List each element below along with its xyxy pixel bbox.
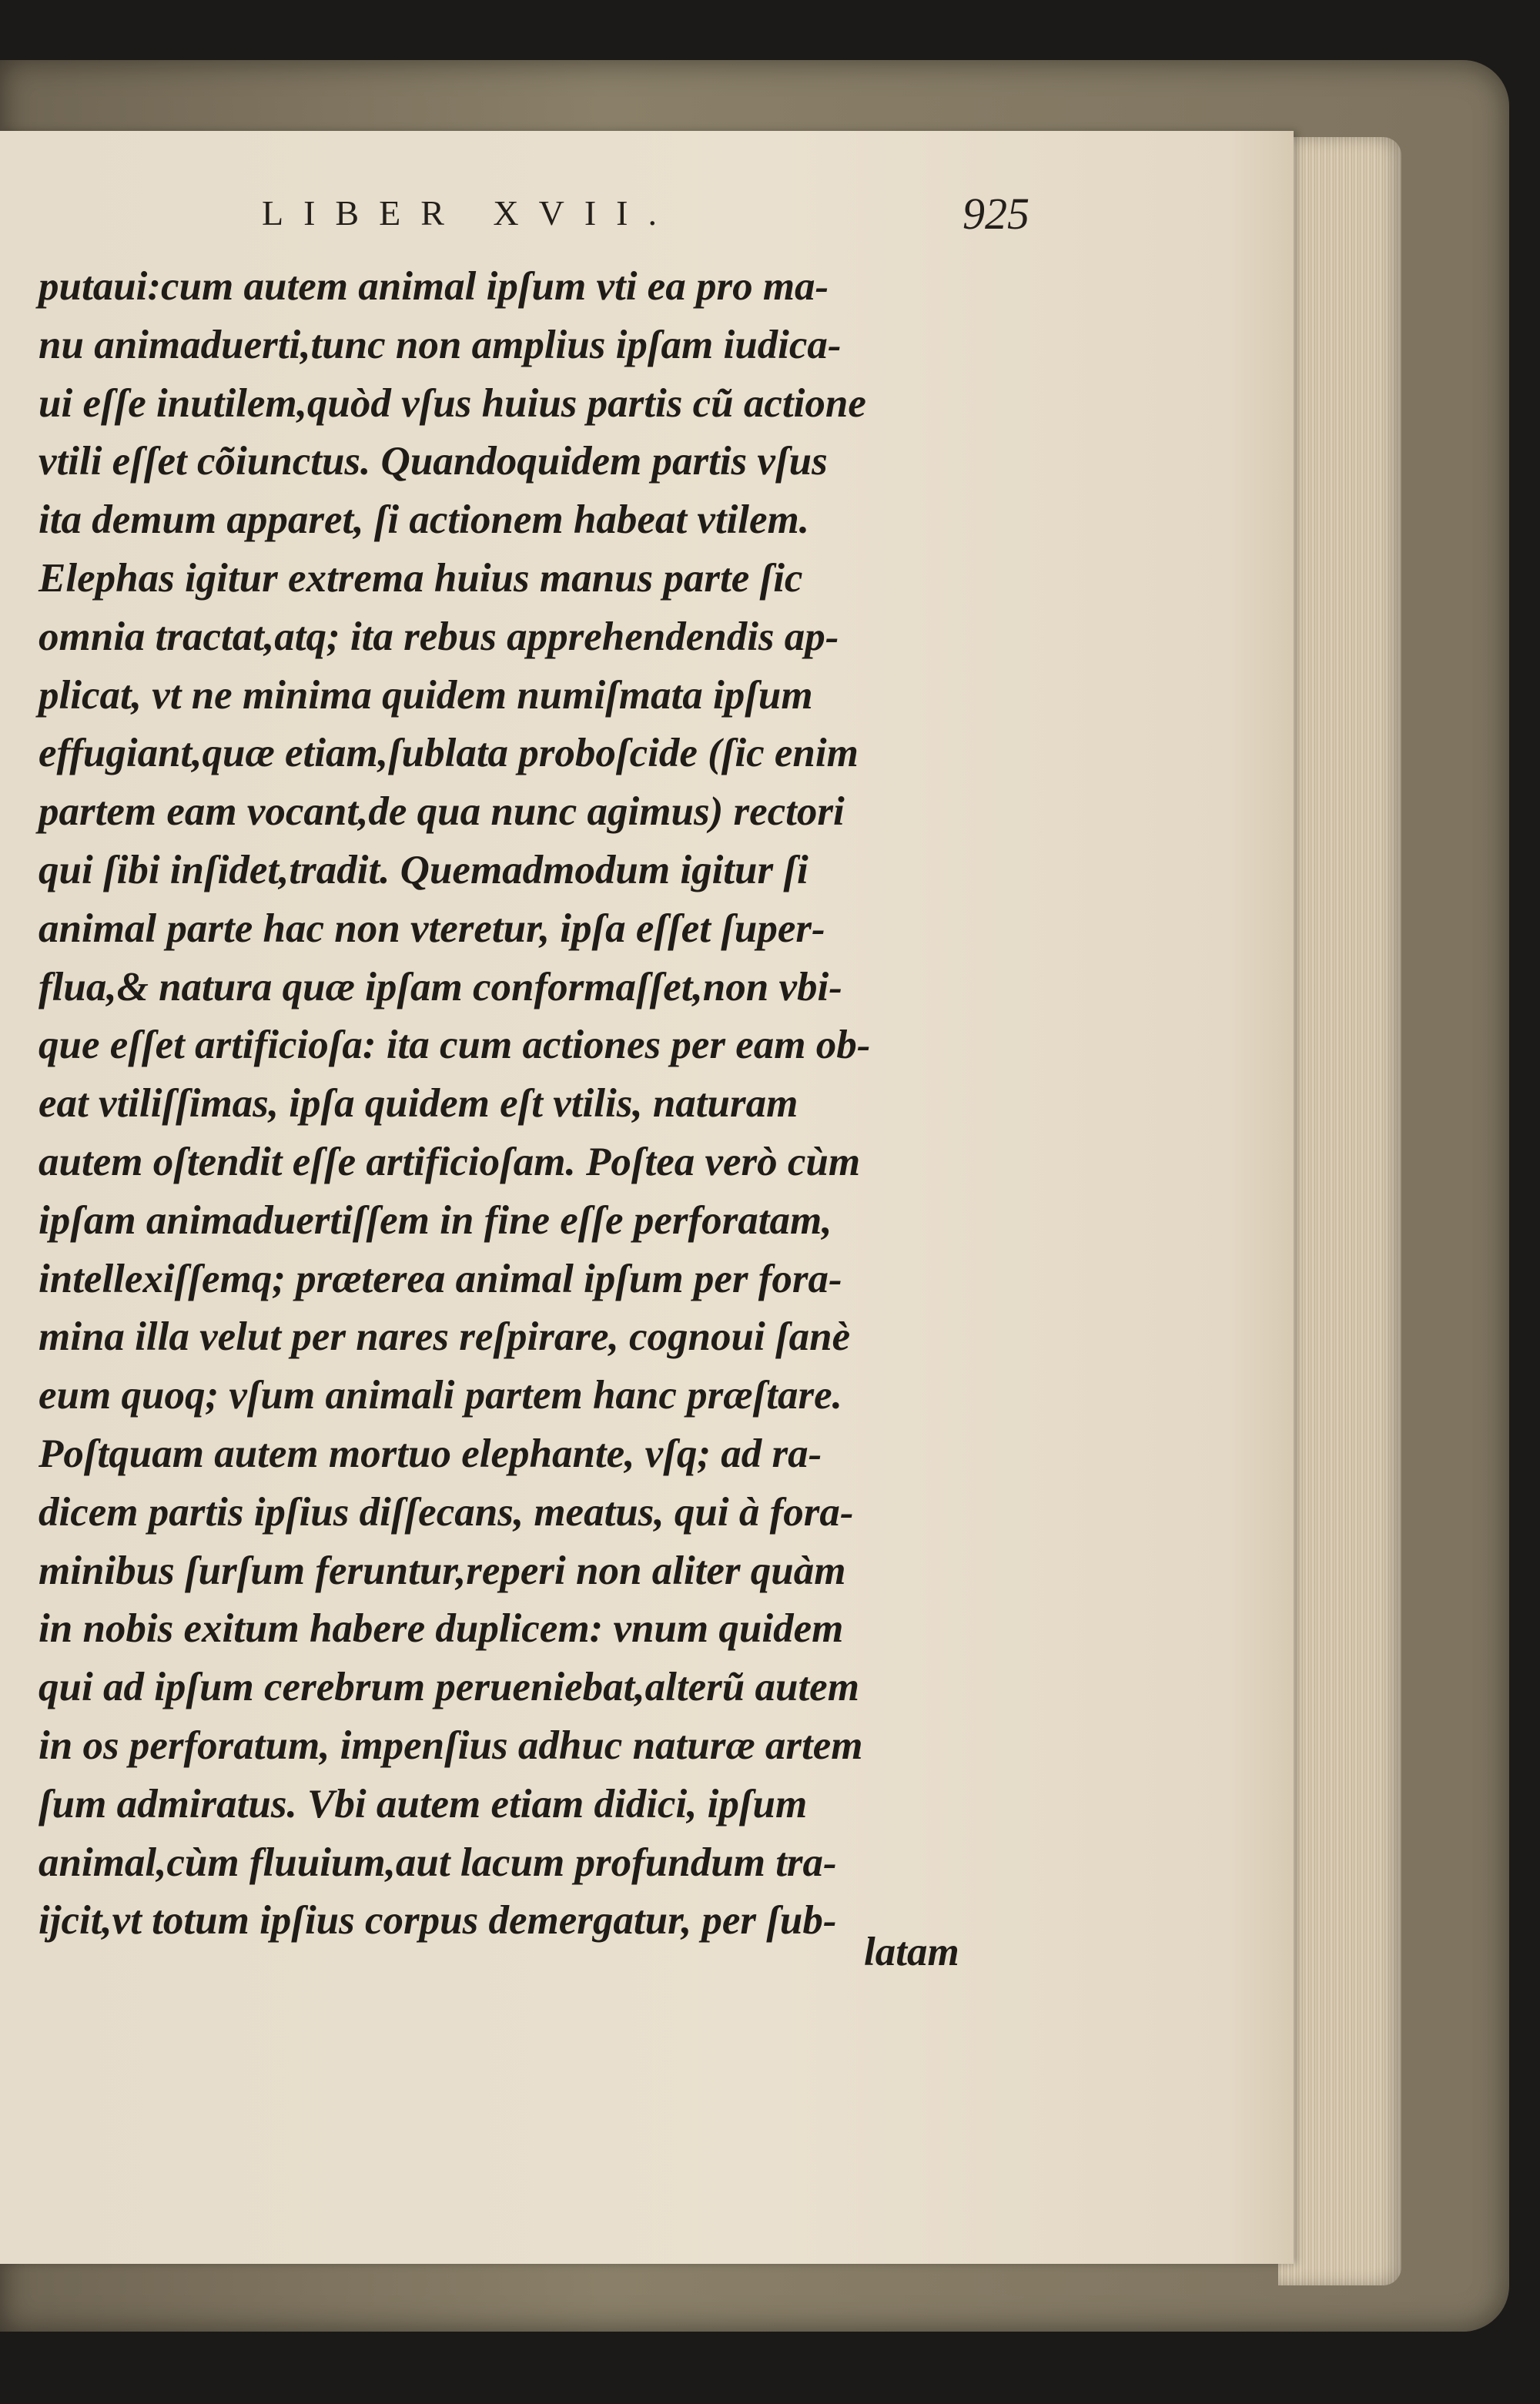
catchword: latam: [864, 1930, 959, 1974]
text-line: ipſam animaduertiſſem in fine eſſe perforatam,: [38, 1197, 832, 1243]
text-line: eat vtiliſſimas, ipſa quidem eſt vtilis, naturam: [38, 1081, 798, 1127]
text-line: partem eam vocant,de qua nunc agimus) rectori: [38, 789, 845, 835]
page-edges: [1278, 137, 1401, 2285]
text-line: nu animaduerti,tunc non amplius ipſam iudica-: [38, 322, 842, 367]
text-line: ui eſſe inutilem,quòd vſus huius partis cũ actione: [38, 380, 866, 426]
text-line: putaui:cum autem animal ipſum vti ea pro ma-: [38, 264, 829, 309]
text-line: qui ſibi inſidet,tradit. Quemadmodum igitur ſi: [38, 847, 808, 892]
text-line: plicat, vt ne minima quidem numiſmata ipſum: [38, 672, 813, 718]
text-line: intellexiſſemq; præterea animal ipſum per fora-: [38, 1256, 842, 1301]
page-number: 925: [962, 189, 1029, 239]
text-line: ijcit,vt totum ipſius corpus demergatur, per ſub-: [38, 1898, 837, 1944]
text-line: qui ad ipſum cerebrum perueniebat,alterũ autem: [38, 1665, 859, 1710]
text-line: in nobis exitum habere duplicem: vnum quidem: [38, 1606, 844, 1652]
text-line: ſum admiratus. Vbi autem etiam didici, ipſum: [38, 1781, 808, 1826]
text-line: animal,cùm fluuium,aut lacum profundum tra-: [38, 1840, 837, 1885]
text-line: animal parte hac non vteretur, ipſa eſſet ſuper-: [38, 906, 825, 951]
text-line: dicem partis ipſius diſſecans, meatus, qui à fora-: [38, 1489, 854, 1535]
text-line: omnia tractat,atq; ita rebus apprehendendis ap-: [38, 614, 839, 659]
running-head: LIBER XVII.: [262, 193, 677, 233]
text-line: que eſſet artificioſa: ita cum actiones per eam ob-: [38, 1023, 871, 1068]
text-line: effugiant,quæ etiam,ſublata proboſcide (ſic enim: [38, 731, 859, 776]
text-line: vtili eſſet cõiunctus. Quandoquidem partis vſus: [38, 439, 828, 484]
text-block: [38, 258, 986, 1950]
text-line: ita demum apparet, ſi actionem habeat vtilem.: [38, 497, 810, 543]
text-line: eum quoq; vſum animali partem hanc præſtare.: [38, 1373, 842, 1418]
text-line: in os perforatum, impenſius adhuc naturæ artem: [38, 1723, 863, 1768]
text-line: Poſtquam autem mortuo elephante, vſq; ad ra-: [38, 1431, 822, 1476]
text-line: mina illa velut per nares reſpirare, cognoui ſanè: [38, 1314, 851, 1360]
text-line: autem oſtendit eſſe artificioſam. Poſtea verò cùm: [38, 1139, 861, 1184]
text-line: minibus ſurſum feruntur,reperi non aliter quàm: [38, 1548, 846, 1593]
text-line: flua,& natura quæ ipſam conformaſſet,non vbi-: [38, 964, 842, 1009]
text-line: Elephas igitur extrema huius manus parte ſic: [38, 555, 803, 601]
